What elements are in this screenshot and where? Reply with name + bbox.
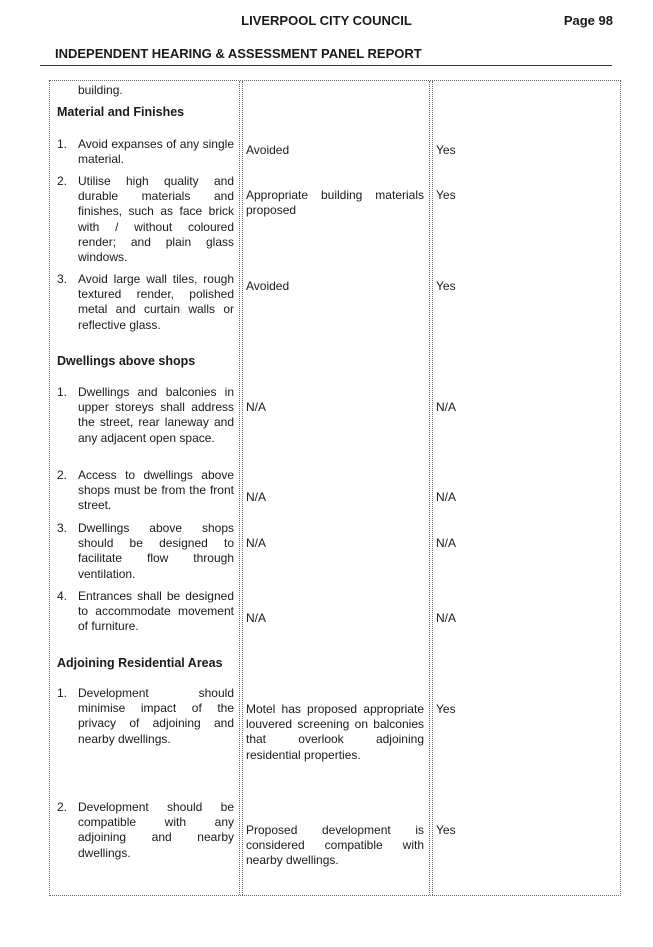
control-text: Access to dwellings above shops must be from the front street.: [78, 468, 234, 513]
row-number: 3.: [57, 272, 68, 286]
complies-value: Yes: [436, 702, 456, 716]
comment-text: N/A: [246, 490, 267, 504]
page-number: Page 98: [563, 13, 613, 28]
column-divider: [239, 81, 240, 895]
control-text: Utilise high quality and durable materials and finishes, such as face brick with / without coloured render; and plain glass windows.: [78, 174, 234, 265]
comment-text: Motel has proposed appropriate louvered screening on balconies that overlook adjoining residential properties.: [246, 702, 424, 762]
complies-value: Yes: [436, 823, 456, 837]
complies-value: Yes: [436, 279, 456, 293]
comment-text: Avoided: [246, 279, 290, 293]
row-number: 1.: [57, 385, 68, 399]
column-divider: [432, 81, 433, 895]
section-heading-material-finishes: Material and Finishes: [57, 105, 185, 119]
council-name: LIVERPOOL CITY COUNCIL: [241, 13, 412, 28]
control-text: Entrances shall be designed to accommodate movement of furniture.: [78, 589, 234, 634]
continuation-text: building.: [78, 83, 123, 97]
report-title: INDEPENDENT HEARING & ASSESSMENT PANEL REPORT: [55, 46, 422, 61]
row-number: 2.: [57, 800, 68, 814]
row-number: 1.: [57, 137, 68, 151]
control-text: Dwellings and balconies in upper storeys shall address the street, rear laneway and any adjacent open space.: [78, 385, 234, 445]
complies-value: N/A: [436, 611, 457, 625]
assessment-table: [49, 80, 621, 896]
row-number: 2.: [57, 468, 68, 482]
comment-text: N/A: [246, 400, 267, 414]
control-text: Avoid expanses of any single material.: [78, 137, 234, 167]
column-divider: [242, 81, 243, 895]
complies-value: Yes: [436, 143, 456, 157]
comment-text: N/A: [246, 611, 267, 625]
comment-text: Avoided: [246, 143, 290, 157]
header-rule: [40, 65, 612, 66]
control-text: Development should minimise impact of the privacy of adjoining and nearby dwellings.: [78, 686, 234, 746]
comment-text: N/A: [246, 536, 267, 550]
row-number: 2.: [57, 174, 68, 188]
row-number: 1.: [57, 686, 68, 700]
row-number: 3.: [57, 521, 68, 535]
complies-value: N/A: [436, 536, 457, 550]
comment-text: Appropriate building materials proposed: [246, 188, 424, 218]
comment-text: Proposed development is considered compatible with nearby dwellings.: [246, 823, 424, 868]
control-text: Development should be compatible with any adjoining and nearby dwellings.: [78, 800, 234, 860]
control-text: Avoid large wall tiles, rough textured render, polished metal and curtain walls or reflective glass.: [78, 272, 234, 332]
section-heading-dwellings-above-shops: Dwellings above shops: [57, 354, 196, 368]
column-divider: [429, 81, 430, 895]
section-heading-adjoining-residential: Adjoining Residential Areas: [57, 656, 223, 670]
complies-value: Yes: [436, 188, 456, 202]
row-number: 4.: [57, 589, 68, 603]
complies-value: N/A: [436, 490, 457, 504]
control-text: Dwellings above shops should be designed to facilitate flow through ventilation.: [78, 521, 234, 581]
complies-value: N/A: [436, 400, 457, 414]
